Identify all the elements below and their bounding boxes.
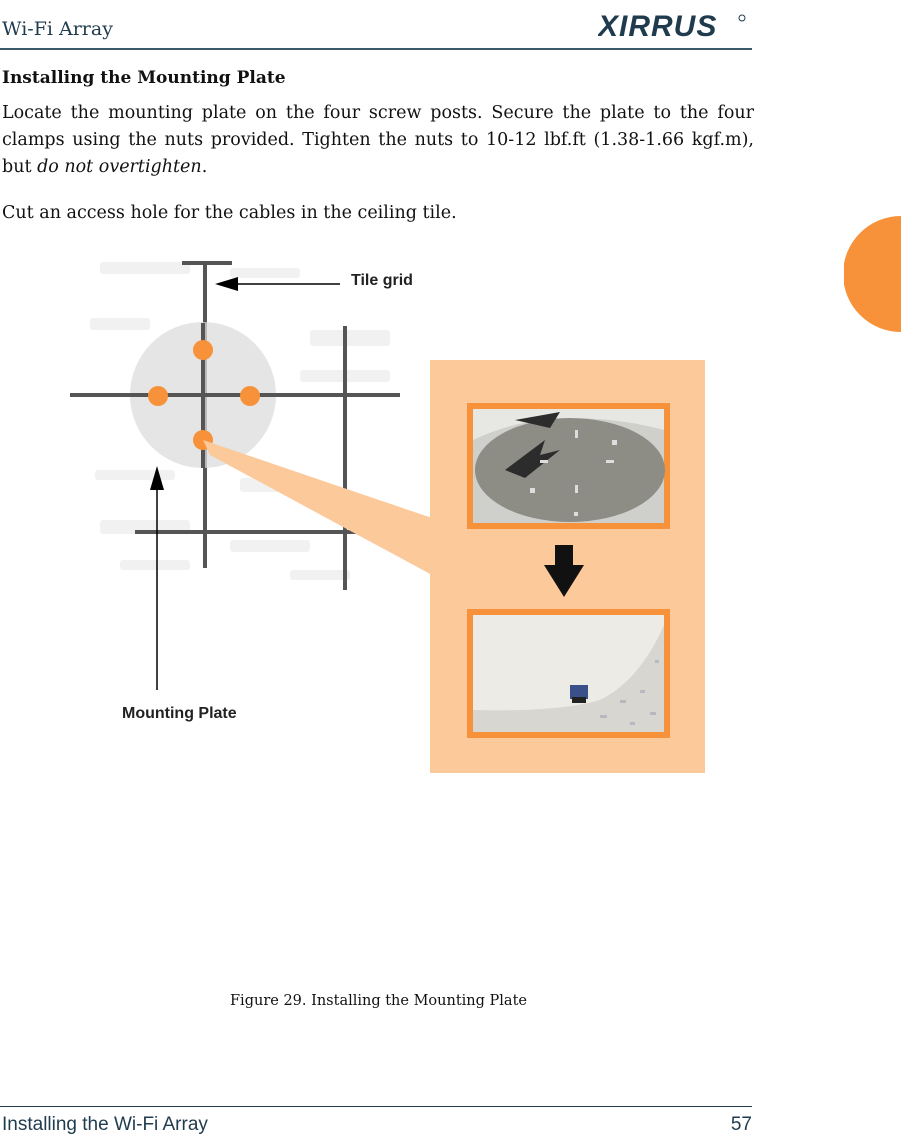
logo-text: XIRRUS (598, 10, 718, 40)
tile-grid-arrowhead (215, 277, 238, 291)
callout-wedge (203, 440, 432, 575)
paragraph1-end: . (201, 157, 208, 177)
figure-caption: Figure 29. Installing the Mounting Plate (230, 993, 527, 1009)
photo-plate-before (467, 403, 670, 529)
photo-plate-after (467, 609, 670, 738)
label-mounting-plate: Mounting Plate (122, 705, 237, 722)
header-rule (0, 48, 752, 50)
page-number: 57 (730, 1114, 752, 1135)
paragraph1-emphasis: do not overtighten (37, 157, 202, 177)
paragraph-mounting-instructions (2, 100, 754, 181)
xirrus-logo (598, 10, 748, 40)
chapter-tab-marker (844, 216, 901, 332)
running-header-title: Wi-Fi Array (2, 18, 113, 40)
footer-section-title: Installing the Wi-Fi Array (2, 1114, 208, 1135)
mounting-plate-figure (0, 238, 720, 783)
paragraph1-text: Locate the mounting plate on the four screw posts. Secure the plate to the four clamps using the nuts provided. Tighten the nuts to 10-12 lbf.ft (1.38-1.66 kgf.m), but (2, 103, 754, 177)
section-heading: Installing the Mounting Plate (2, 68, 286, 88)
paragraph-access-hole: Cut an access hole for the cables in the ceiling tile. (2, 203, 457, 223)
footer-rule (0, 1106, 752, 1107)
label-tile-grid: Tile grid (351, 272, 413, 289)
